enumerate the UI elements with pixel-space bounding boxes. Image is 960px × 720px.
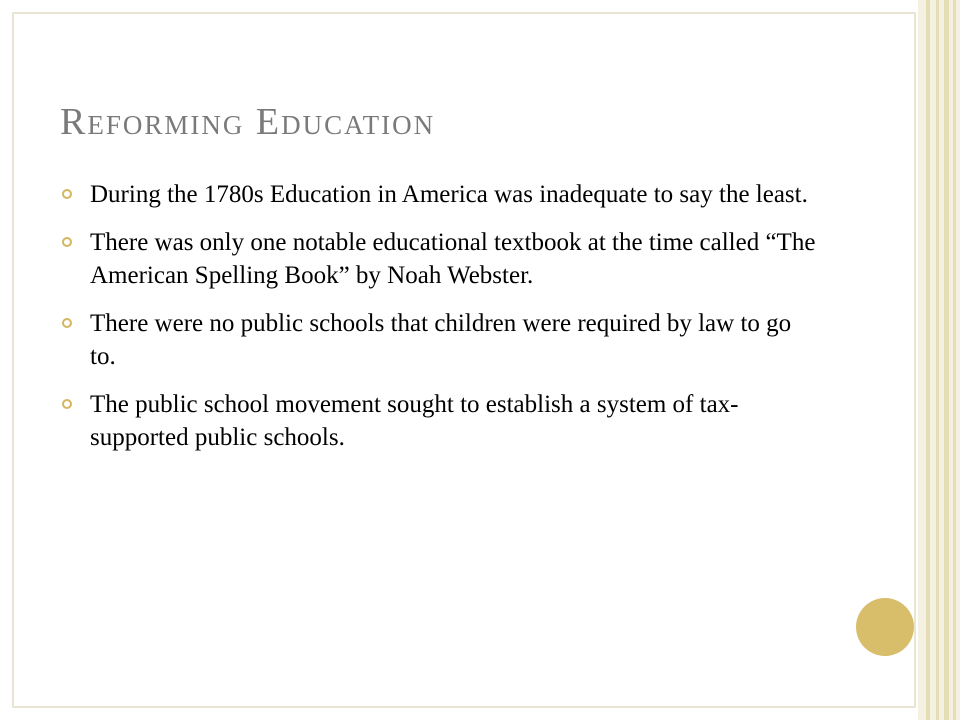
bullet-text: There was only one notable educational textbook at the time called “The American Spelling Book” by Noah Webster. [90,229,816,289]
side-stripe [944,0,949,720]
bullet-text: There were no public schools that children were required by law to go to. [90,310,792,370]
decorative-gold-circle [856,598,914,656]
bullet-item [60,307,820,373]
side-stripe [926,0,930,720]
bullet-ring-icon [62,399,72,409]
bullet-ring-icon [62,318,72,328]
bullet-text: The public school movement sought to establish a system of tax-supported public schools. [90,391,739,451]
bullet-item [60,388,820,454]
side-stripe [936,0,939,720]
bullet-list [60,178,820,469]
bullet-item [60,226,820,292]
slide-title: Reforming Education [60,101,436,143]
bullet-text: During the 1780s Education in America was inadequate to say the least. [90,181,808,208]
side-stripe [953,0,956,720]
bullet-ring-icon [62,189,72,199]
bullet-item [60,178,820,211]
bullet-ring-icon [62,237,72,247]
